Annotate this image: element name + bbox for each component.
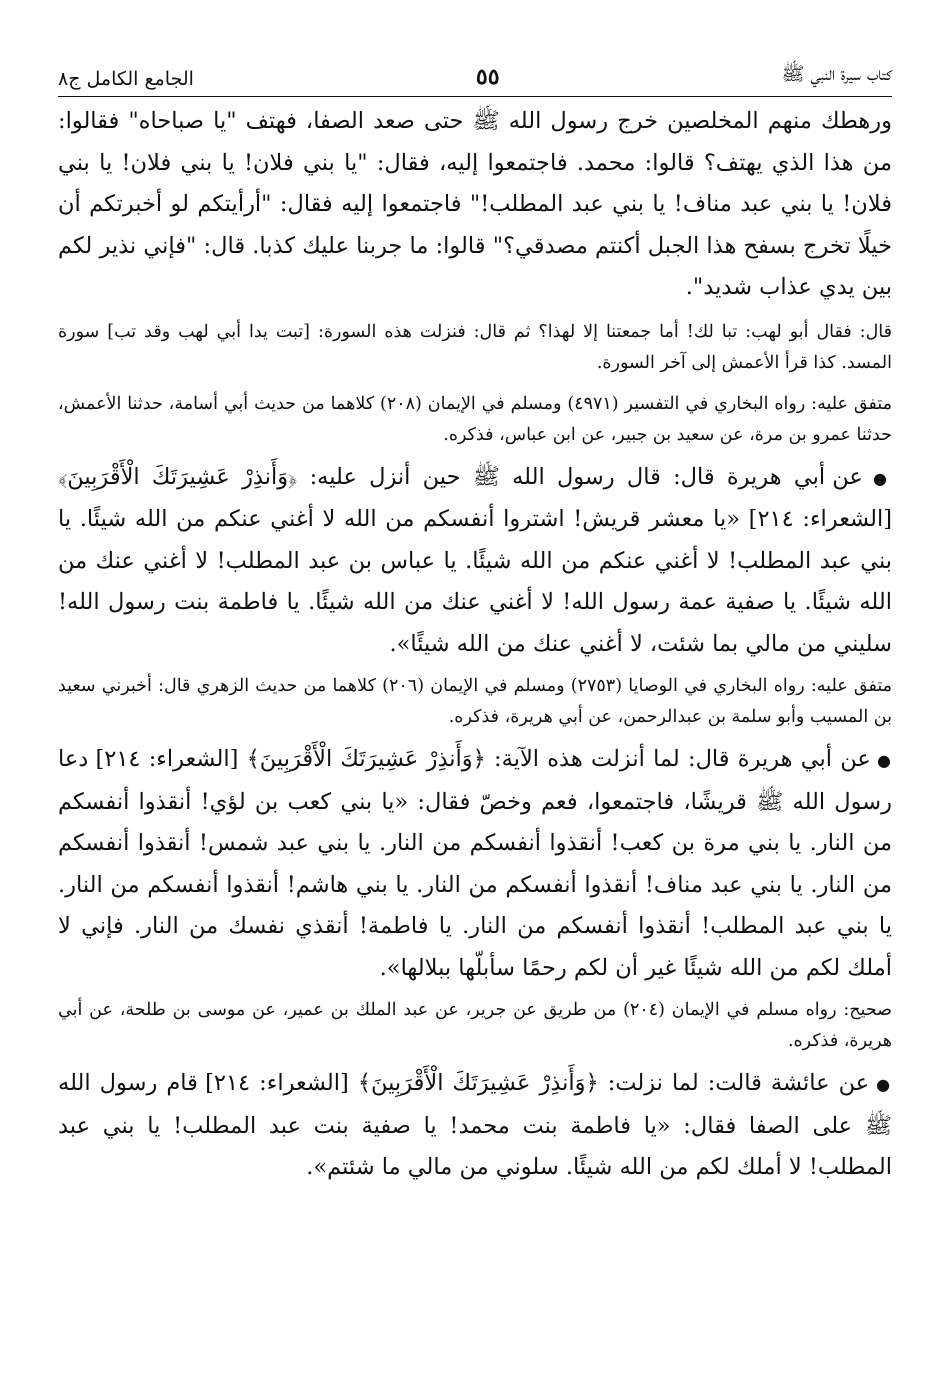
hadith-paragraph: ورهطك منهم المخلصين خرج رسول الله ﷺ حتى صعد الصفا، فهتف "يا صباحاه" فقالوا: من هذا الذي يهتف؟ قالوا: محمد. فاجتمعوا إليه، فقال: "يا بني فلان! يا بني فلان! يا بني فلان! يا بني عبد مناف! يا بني عبد المطلب!" فاجتمعوا إليه فقال: "أرأيتكم لو أخبرتكم أن خيلًا تخرج بسفح هذا الجبل أكنتم مصدقي؟" قالوا: ما جربنا عليك كذبا. قال: "فإني نذير لكم بين يدي عذاب شديد". [58,108,892,300]
takhrij-note: صحيح: رواه مسلم في الإيمان (٢٠٤) من طريق عن جرير، عن عبد الملك بن عمير، عن موسى بن طلحة، عن أبي هريرة، فذكره. [58,1000,892,1051]
takhrij-note: متفق عليه: رواه البخاري في التفسير (٤٩٧١) ومسلم في الإيمان (٢٠٨) كلاهما من حديث أبي أسامة، حدثنا الأعمش، حدثنا عمرو بن مرة، عن سعيد بن جبير، عن ابن عباس، فذكره. [58,393,892,445]
volume-title: الجامع الكامل ج٨ [58,68,194,90]
page-header [58,56,892,97]
book-title: كتاب سيرة النبي ﷺ [781,63,892,85]
hadith-paragraph: ● عن أبي هريرة قال: لما أنزلت هذه الآية: ﴿وَأَنذِرْ عَشِيرَتَكَ الْأَقْرَبِينَ﴾ [الشعراء: ٢١٤] دعا رسول الله ﷺ قريشًا، فاجتمعوا، فعم وخصّ فقال: «يا بني كعب بن لؤي! أنقذوا أنفسكم من النار. يا بني مرة بن كعب! أنقذوا أنفسكم من النار. يا بني عبد شمس! أنقذوا أنفسكم من النار. يا بني عبد مناف! أنقذوا أنفسكم من النار. يا بني هاشم! أنقذوا أنفسكم من النار. يا بني عبد المطلب! أنقذوا أنفسكم من النار. يا فاطمة! أنقذي نفسك من النار. فإني لا أملك لكم من الله شيئًا غير أن لكم رحمًا سأبلّها ببلالها». [58,739,892,989]
document-page [58,56,892,1189]
hadith-paragraph: ● عن عائشة قالت: لما نزلت: ﴿وَأَنذِرْ عَشِيرَتَكَ الْأَقْرَبِينَ﴾ [الشعراء: ٢١٤] قام رسول الله ﷺ على الصفا فقال: «يا فاطمة بنت محمد! يا صفية بنت عبد المطلب! يا بني عبد المطلب! لا أملك لكم من الله شيئًا. سلوني من مالي ما شئتم». [58,1063,892,1189]
footnote-paragraph: قال: فقال أبو لهب: تبا لك! أما جمعتنا إلا لهذا؟ ثم قال: فنزلت هذه السورة: [تبت يدا أبي لهب وقد تب] سورة المسد. كذا قرأ الأعمش إلى آخر السورة. [58,321,892,373]
takhrij-note: متفق عليه: رواه البخاري في الوصايا (٢٧٥٣) ومسلم في الإيمان (٢٠٦) كلاهما من حديث الزهري قال: أخبرني سعيد بن المسيب وأبو سلمة بن عبدالرحمن، عن أبي هريرة، فذكره. [58,676,893,727]
hadith-paragraph: ● عن أبي هريرة قال: قال رسول الله ﷺ حين أنزل عليه: ﴿وَأَنذِرْ عَشِيرَتَكَ الْأَقْرَبِينَ﴾ [الشعراء: ٢١٤] «يا معشر قريش! اشتروا أنفسكم من الله لا أغني عنكم من الله شيئًا. يا بني عبد المطلب! لا أغني عنكم من الله شيئًا. يا عباس بن عبد المطلب! لا أغني عنك من الله شيئًا. يا صفية عمة رسول الله! لا أغني عنك من الله شيئًا. يا فاطمة بنت رسول الله! سليني من مالي بما شئت، لا أغني عنك من الله شيئًا». [58,457,892,666]
page-number: ٥٥ [475,64,500,90]
